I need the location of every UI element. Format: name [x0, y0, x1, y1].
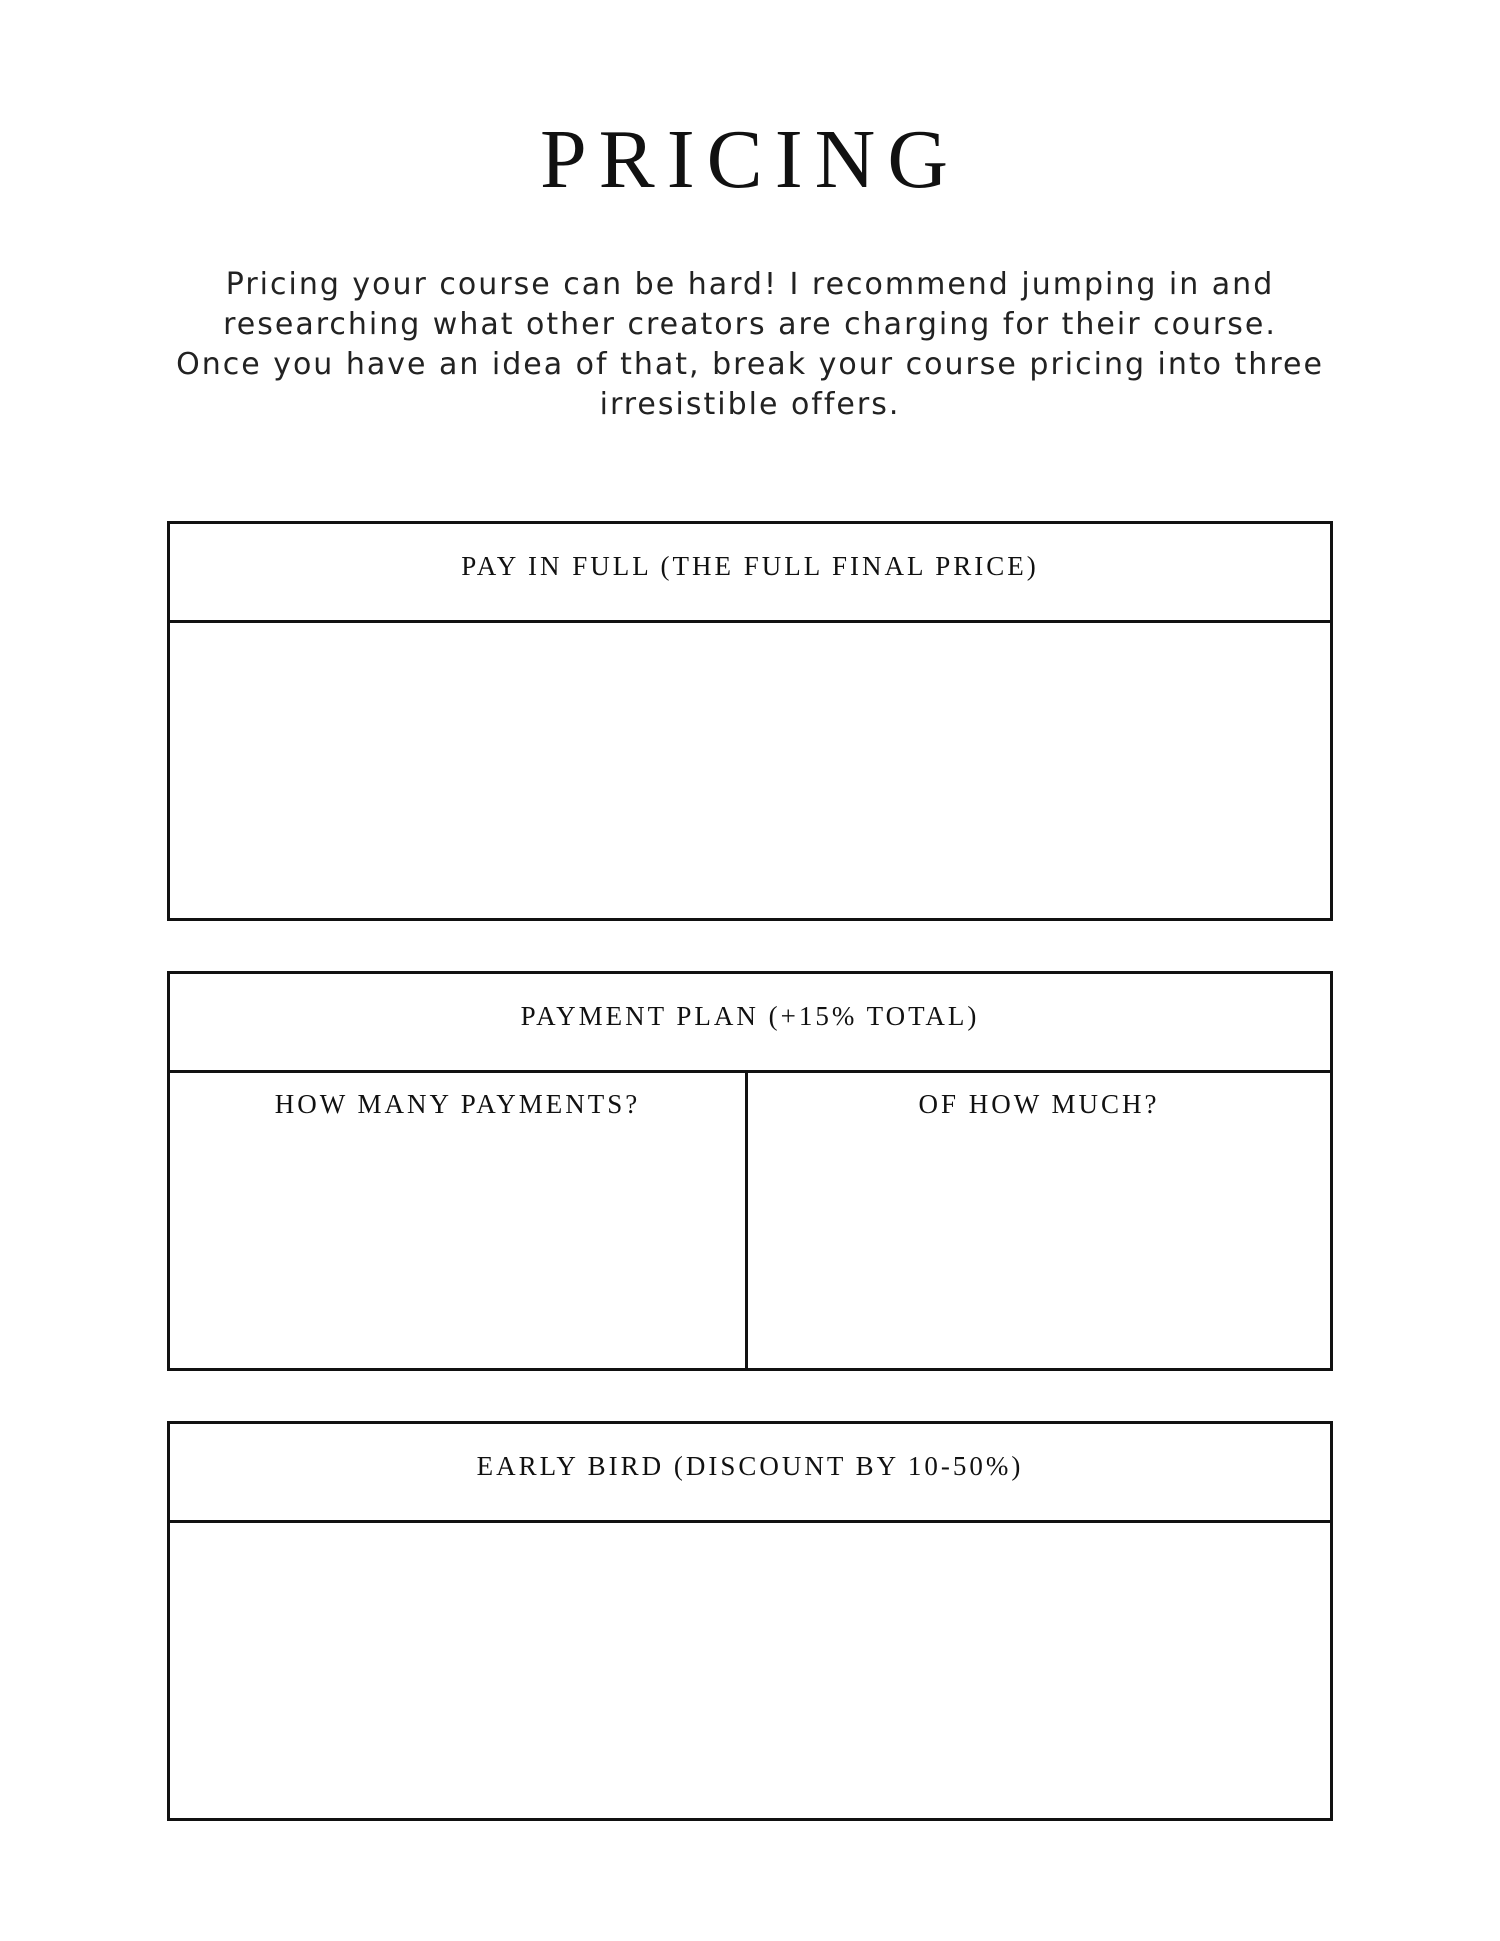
page-title: PRICING	[539, 113, 961, 206]
intro-paragraph-2: Once you have an idea of that, break your course pricing into three irresistible offers.	[176, 347, 1324, 422]
pay-in-full-header: PAY IN FULL (THE FULL FINAL PRICE)	[170, 524, 1330, 623]
payment-plan-columns	[170, 1073, 1330, 1368]
payment-plan-header: PAYMENT PLAN (+15% TOTAL)	[170, 974, 1330, 1073]
how-many-payments-cell[interactable]	[170, 1073, 748, 1368]
pay-in-full-input[interactable]	[170, 623, 1330, 918]
intro-paragraph-1: Pricing your course can be hard! I recommend jumping in and researching what other creators are charging for their course.	[223, 267, 1277, 342]
payment-plan-body	[170, 1073, 1330, 1368]
of-how-much-cell[interactable]	[748, 1073, 1330, 1368]
how-many-payments-label: HOW MANY PAYMENTS?	[274, 1089, 641, 1119]
early-bird-answer-area[interactable]	[170, 1523, 1330, 1818]
payment-plan-box	[167, 971, 1333, 1371]
pay-in-full-box	[167, 521, 1333, 921]
pay-in-full-answer-area[interactable]	[170, 623, 1330, 918]
early-bird-box	[167, 1421, 1333, 1821]
early-bird-input[interactable]	[170, 1523, 1330, 1818]
early-bird-header: EARLY BIRD (DISCOUNT BY 10-50%)	[170, 1424, 1330, 1523]
intro-text	[150, 265, 1350, 425]
of-how-much-label: OF HOW MUCH?	[918, 1089, 1160, 1119]
